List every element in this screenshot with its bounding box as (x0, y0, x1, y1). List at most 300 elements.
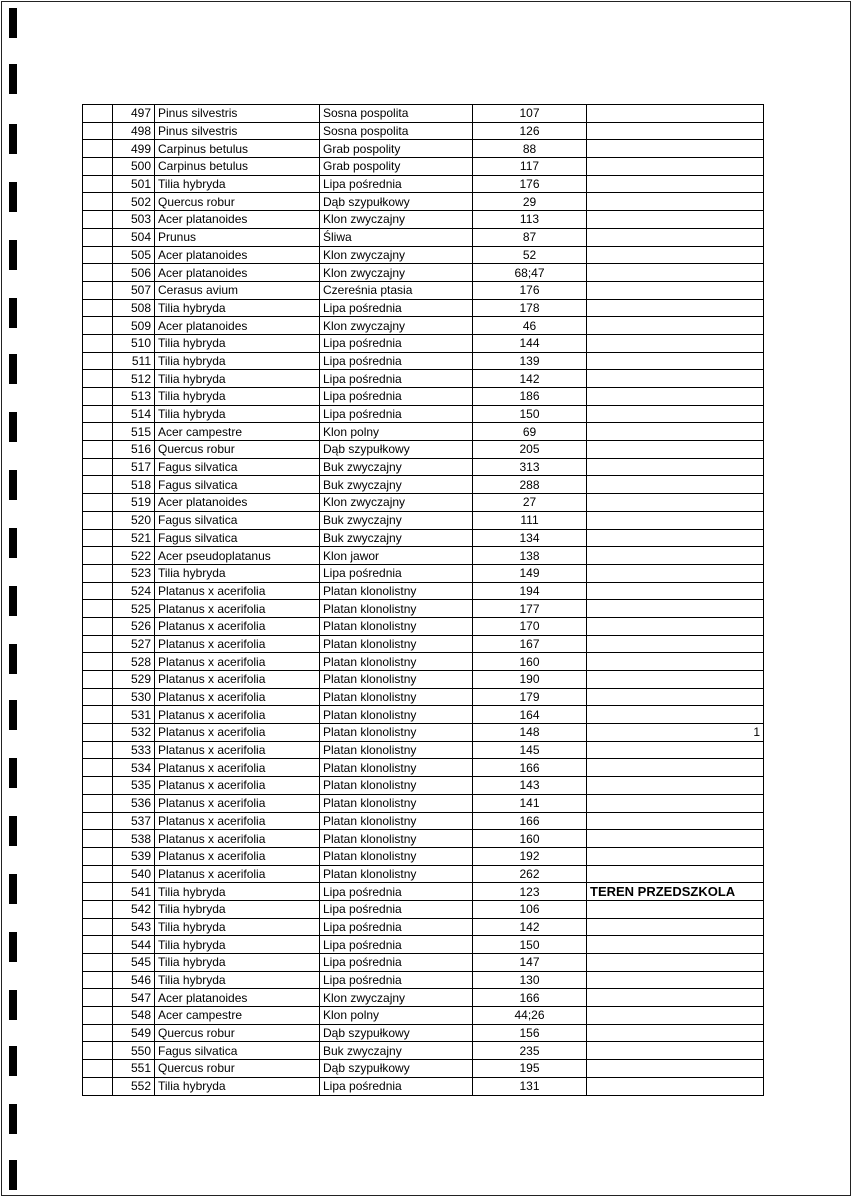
polish-name: Platan klonolistny (320, 865, 473, 883)
blank-cell (83, 511, 113, 529)
tree-number: 549 (113, 1024, 155, 1042)
trunk-circumference: 134 (473, 529, 587, 547)
remarks (587, 653, 764, 671)
tree-number: 518 (113, 476, 155, 494)
trunk-circumference: 106 (473, 900, 587, 918)
blank-cell (83, 883, 113, 901)
trunk-circumference: 111 (473, 511, 587, 529)
remarks (587, 122, 764, 140)
table-row (83, 971, 764, 989)
table-row (83, 865, 764, 883)
polish-name: Lipa pośrednia (320, 1077, 473, 1095)
table-row (83, 830, 764, 848)
blank-cell (83, 936, 113, 954)
remarks (587, 1024, 764, 1042)
remarks (587, 741, 764, 759)
punch-mark (9, 240, 17, 270)
latin-name: Prunus (155, 228, 320, 246)
latin-name: Quercus robur (155, 441, 320, 459)
polish-name: Dąb szypułkowy (320, 441, 473, 459)
blank-cell (83, 1007, 113, 1025)
trunk-circumference: 149 (473, 564, 587, 582)
polish-name: Buk zwyczajny (320, 476, 473, 494)
trunk-circumference: 176 (473, 175, 587, 193)
punch-mark (9, 182, 17, 212)
latin-name: Cerasus avium (155, 281, 320, 299)
punch-mark (9, 932, 17, 962)
blank-cell (83, 865, 113, 883)
trunk-circumference: 27 (473, 494, 587, 512)
latin-name: Tilia hybryda (155, 971, 320, 989)
latin-name: Platanus x acerifolia (155, 724, 320, 742)
latin-name: Pinus silvestris (155, 122, 320, 140)
table-row (83, 671, 764, 689)
table-row (83, 370, 764, 388)
table-row (83, 635, 764, 653)
latin-name: Acer platanoides (155, 211, 320, 229)
latin-name: Tilia hybryda (155, 936, 320, 954)
table-row (83, 1007, 764, 1025)
tree-number: 532 (113, 724, 155, 742)
table-row (83, 211, 764, 229)
polish-name: Lipa pośrednia (320, 954, 473, 972)
table-row (83, 405, 764, 423)
latin-name: Tilia hybryda (155, 175, 320, 193)
remarks (587, 812, 764, 830)
trunk-circumference: 147 (473, 954, 587, 972)
polish-name: Sosna pospolita (320, 122, 473, 140)
trunk-circumference: 46 (473, 317, 587, 335)
remarks (587, 671, 764, 689)
table-row (83, 158, 764, 176)
punch-mark (9, 1160, 17, 1190)
latin-name: Tilia hybryda (155, 352, 320, 370)
polish-name: Lipa pośrednia (320, 883, 473, 901)
tree-number: 505 (113, 246, 155, 264)
blank-cell (83, 706, 113, 724)
remarks (587, 1077, 764, 1095)
remarks (587, 334, 764, 352)
blank-cell (83, 794, 113, 812)
remarks (587, 1060, 764, 1078)
punch-mark (9, 1104, 17, 1134)
trunk-circumference: 52 (473, 246, 587, 264)
punch-mark (9, 990, 17, 1020)
blank-cell (83, 847, 113, 865)
trunk-circumference: 195 (473, 1060, 587, 1078)
table-row (83, 140, 764, 158)
tree-number: 541 (113, 883, 155, 901)
remarks (587, 759, 764, 777)
blank-cell (83, 211, 113, 229)
remarks (587, 193, 764, 211)
latin-name: Acer platanoides (155, 494, 320, 512)
tree-number: 538 (113, 830, 155, 848)
blank-cell (83, 1042, 113, 1060)
polish-name: Lipa pośrednia (320, 352, 473, 370)
tree-number: 531 (113, 706, 155, 724)
remarks (587, 281, 764, 299)
remarks (587, 317, 764, 335)
latin-name: Platanus x acerifolia (155, 617, 320, 635)
blank-cell (83, 564, 113, 582)
polish-name: Platan klonolistny (320, 741, 473, 759)
remarks (587, 635, 764, 653)
polish-name: Klon zwyczajny (320, 264, 473, 282)
blank-cell (83, 140, 113, 158)
blank-cell (83, 759, 113, 777)
tree-number: 502 (113, 193, 155, 211)
blank-cell (83, 741, 113, 759)
trunk-circumference: 262 (473, 865, 587, 883)
latin-name: Quercus robur (155, 1060, 320, 1078)
polish-name: Platan klonolistny (320, 582, 473, 600)
remarks (587, 900, 764, 918)
polish-name: Lipa pośrednia (320, 405, 473, 423)
polish-name: Lipa pośrednia (320, 388, 473, 406)
trunk-circumference: 235 (473, 1042, 587, 1060)
trunk-circumference: 160 (473, 653, 587, 671)
latin-name: Quercus robur (155, 1024, 320, 1042)
polish-name: Platan klonolistny (320, 812, 473, 830)
table-row (83, 918, 764, 936)
trunk-circumference: 88 (473, 140, 587, 158)
remarks (587, 423, 764, 441)
blank-cell (83, 423, 113, 441)
remarks (587, 617, 764, 635)
blank-cell (83, 989, 113, 1007)
table-row (83, 264, 764, 282)
blank-cell (83, 954, 113, 972)
polish-name: Lipa pośrednia (320, 900, 473, 918)
latin-name: Acer pseudoplatanus (155, 547, 320, 565)
blank-cell (83, 688, 113, 706)
remarks (587, 847, 764, 865)
blank-cell (83, 158, 113, 176)
table-row (83, 600, 764, 618)
table-row (83, 794, 764, 812)
tree-number: 537 (113, 812, 155, 830)
table-row (83, 617, 764, 635)
trunk-circumference: 170 (473, 617, 587, 635)
tree-number: 552 (113, 1077, 155, 1095)
blank-cell (83, 830, 113, 848)
blank-cell (83, 529, 113, 547)
latin-name: Platanus x acerifolia (155, 600, 320, 618)
remarks (587, 405, 764, 423)
latin-name: Platanus x acerifolia (155, 671, 320, 689)
table-row (83, 476, 764, 494)
polish-name: Lipa pośrednia (320, 936, 473, 954)
remarks (587, 564, 764, 582)
blank-cell (83, 812, 113, 830)
trunk-circumference: 177 (473, 600, 587, 618)
latin-name: Tilia hybryda (155, 388, 320, 406)
polish-name: Dąb szypułkowy (320, 193, 473, 211)
remarks (587, 476, 764, 494)
blank-cell (83, 317, 113, 335)
remarks (587, 352, 764, 370)
blank-cell (83, 1060, 113, 1078)
trunk-circumference: 145 (473, 741, 587, 759)
tree-number: 504 (113, 228, 155, 246)
table-row (83, 706, 764, 724)
polish-name: Platan klonolistny (320, 600, 473, 618)
remarks (587, 158, 764, 176)
tree-number: 550 (113, 1042, 155, 1060)
trunk-circumference: 68;47 (473, 264, 587, 282)
tree-number: 514 (113, 405, 155, 423)
table-row (83, 299, 764, 317)
blank-cell (83, 228, 113, 246)
latin-name: Platanus x acerifolia (155, 812, 320, 830)
trunk-circumference: 69 (473, 423, 587, 441)
tree-number: 528 (113, 653, 155, 671)
tree-number: 498 (113, 122, 155, 140)
remarks (587, 1042, 764, 1060)
polish-name: Śliwa (320, 228, 473, 246)
latin-name: Tilia hybryda (155, 900, 320, 918)
latin-name: Fagus silvatica (155, 1042, 320, 1060)
table-row (83, 812, 764, 830)
tree-inventory-table (82, 104, 764, 1096)
blank-cell (83, 246, 113, 264)
tree-number: 511 (113, 352, 155, 370)
punch-mark (9, 586, 17, 616)
latin-name: Acer campestre (155, 423, 320, 441)
table-row (83, 847, 764, 865)
trunk-circumference: 44;26 (473, 1007, 587, 1025)
table-row (83, 122, 764, 140)
polish-name: Klon polny (320, 1007, 473, 1025)
remarks (587, 582, 764, 600)
blank-cell (83, 105, 113, 123)
blank-cell (83, 299, 113, 317)
table-row (83, 441, 764, 459)
table-row (83, 458, 764, 476)
tree-number: 501 (113, 175, 155, 193)
trunk-circumference: 141 (473, 794, 587, 812)
blank-cell (83, 671, 113, 689)
trunk-circumference: 150 (473, 936, 587, 954)
table-row (83, 193, 764, 211)
tree-number: 512 (113, 370, 155, 388)
blank-cell (83, 900, 113, 918)
remarks (587, 706, 764, 724)
blank-cell (83, 724, 113, 742)
latin-name: Fagus silvatica (155, 529, 320, 547)
remarks: TEREN PRZEDSZKOLA (587, 883, 764, 901)
trunk-circumference: 176 (473, 281, 587, 299)
tree-number: 524 (113, 582, 155, 600)
remarks (587, 989, 764, 1007)
tree-number: 521 (113, 529, 155, 547)
punch-mark (9, 412, 17, 442)
polish-name: Lipa pośrednia (320, 370, 473, 388)
blank-cell (83, 1077, 113, 1095)
trunk-circumference: 113 (473, 211, 587, 229)
remarks (587, 936, 764, 954)
trunk-circumference: 123 (473, 883, 587, 901)
blank-cell (83, 405, 113, 423)
tree-number: 551 (113, 1060, 155, 1078)
polish-name: Sosna pospolita (320, 105, 473, 123)
polish-name: Platan klonolistny (320, 635, 473, 653)
trunk-circumference: 192 (473, 847, 587, 865)
polish-name: Buk zwyczajny (320, 1042, 473, 1060)
blank-cell (83, 458, 113, 476)
remarks (587, 600, 764, 618)
blank-cell (83, 352, 113, 370)
punch-mark (9, 470, 17, 500)
latin-name: Quercus robur (155, 193, 320, 211)
table-row (83, 688, 764, 706)
trunk-circumference: 143 (473, 777, 587, 795)
tree-number: 509 (113, 317, 155, 335)
latin-name: Acer platanoides (155, 264, 320, 282)
latin-name: Fagus silvatica (155, 458, 320, 476)
remarks (587, 918, 764, 936)
tree-number: 545 (113, 954, 155, 972)
latin-name: Tilia hybryda (155, 334, 320, 352)
latin-name: Platanus x acerifolia (155, 688, 320, 706)
latin-name: Tilia hybryda (155, 370, 320, 388)
latin-name: Platanus x acerifolia (155, 830, 320, 848)
tree-number: 510 (113, 334, 155, 352)
polish-name: Lipa pośrednia (320, 971, 473, 989)
tree-number: 533 (113, 741, 155, 759)
polish-name: Platan klonolistny (320, 688, 473, 706)
blank-cell (83, 175, 113, 193)
tree-number: 540 (113, 865, 155, 883)
blank-cell (83, 582, 113, 600)
latin-name: Acer campestre (155, 1007, 320, 1025)
tree-number: 529 (113, 671, 155, 689)
table-row (83, 228, 764, 246)
polish-name: Platan klonolistny (320, 847, 473, 865)
polish-name: Grab pospolity (320, 158, 473, 176)
table-row (83, 936, 764, 954)
remarks (587, 865, 764, 883)
latin-name: Tilia hybryda (155, 1077, 320, 1095)
trunk-circumference: 150 (473, 405, 587, 423)
table-row (83, 1060, 764, 1078)
remarks (587, 547, 764, 565)
blank-cell (83, 334, 113, 352)
polish-name: Platan klonolistny (320, 830, 473, 848)
table-row (83, 547, 764, 565)
tree-number: 527 (113, 635, 155, 653)
trunk-circumference: 179 (473, 688, 587, 706)
remarks (587, 1007, 764, 1025)
blank-cell (83, 918, 113, 936)
tree-number: 507 (113, 281, 155, 299)
latin-name: Tilia hybryda (155, 564, 320, 582)
latin-name: Platanus x acerifolia (155, 759, 320, 777)
tree-number: 536 (113, 794, 155, 812)
tree-number: 515 (113, 423, 155, 441)
table-row (83, 741, 764, 759)
latin-name: Platanus x acerifolia (155, 847, 320, 865)
tree-number: 503 (113, 211, 155, 229)
remarks (587, 458, 764, 476)
remarks (587, 688, 764, 706)
polish-name: Platan klonolistny (320, 777, 473, 795)
blank-cell (83, 777, 113, 795)
trunk-circumference: 87 (473, 228, 587, 246)
table-row (83, 246, 764, 264)
polish-name: Klon polny (320, 423, 473, 441)
latin-name: Tilia hybryda (155, 405, 320, 423)
punch-mark (9, 298, 17, 328)
trunk-circumference: 139 (473, 352, 587, 370)
latin-name: Carpinus betulus (155, 140, 320, 158)
table-row (83, 954, 764, 972)
latin-name: Acer platanoides (155, 246, 320, 264)
punch-mark (9, 644, 17, 674)
latin-name: Platanus x acerifolia (155, 706, 320, 724)
blank-cell (83, 1024, 113, 1042)
remarks (587, 211, 764, 229)
trunk-circumference: 156 (473, 1024, 587, 1042)
remarks (587, 794, 764, 812)
tree-number: 542 (113, 900, 155, 918)
tree-number: 500 (113, 158, 155, 176)
trunk-circumference: 148 (473, 724, 587, 742)
polish-name: Klon jawor (320, 547, 473, 565)
blank-cell (83, 617, 113, 635)
table-row (83, 334, 764, 352)
polish-name: Buk zwyczajny (320, 511, 473, 529)
remarks (587, 529, 764, 547)
trunk-circumference: 107 (473, 105, 587, 123)
punch-mark (9, 354, 17, 384)
blank-cell (83, 600, 113, 618)
blank-cell (83, 122, 113, 140)
polish-name: Platan klonolistny (320, 724, 473, 742)
polish-name: Lipa pośrednia (320, 918, 473, 936)
remarks (587, 441, 764, 459)
table-row (83, 511, 764, 529)
polish-name: Buk zwyczajny (320, 458, 473, 476)
table-row (83, 759, 764, 777)
blank-cell (83, 635, 113, 653)
trunk-circumference: 130 (473, 971, 587, 989)
punch-mark (9, 874, 17, 904)
trunk-circumference: 29 (473, 193, 587, 211)
tree-number: 513 (113, 388, 155, 406)
trunk-circumference: 131 (473, 1077, 587, 1095)
remarks (587, 494, 764, 512)
latin-name: Fagus silvatica (155, 511, 320, 529)
trunk-circumference: 160 (473, 830, 587, 848)
remarks (587, 175, 764, 193)
tree-number: 517 (113, 458, 155, 476)
remarks (587, 370, 764, 388)
table-row (83, 1024, 764, 1042)
table-row (83, 281, 764, 299)
table-row (83, 883, 764, 901)
polish-name: Lipa pośrednia (320, 564, 473, 582)
punch-mark (9, 758, 17, 788)
tree-number: 543 (113, 918, 155, 936)
latin-name: Tilia hybryda (155, 954, 320, 972)
trunk-circumference: 142 (473, 370, 587, 388)
trunk-circumference: 178 (473, 299, 587, 317)
trunk-circumference: 142 (473, 918, 587, 936)
tree-number: 508 (113, 299, 155, 317)
tree-number: 535 (113, 777, 155, 795)
